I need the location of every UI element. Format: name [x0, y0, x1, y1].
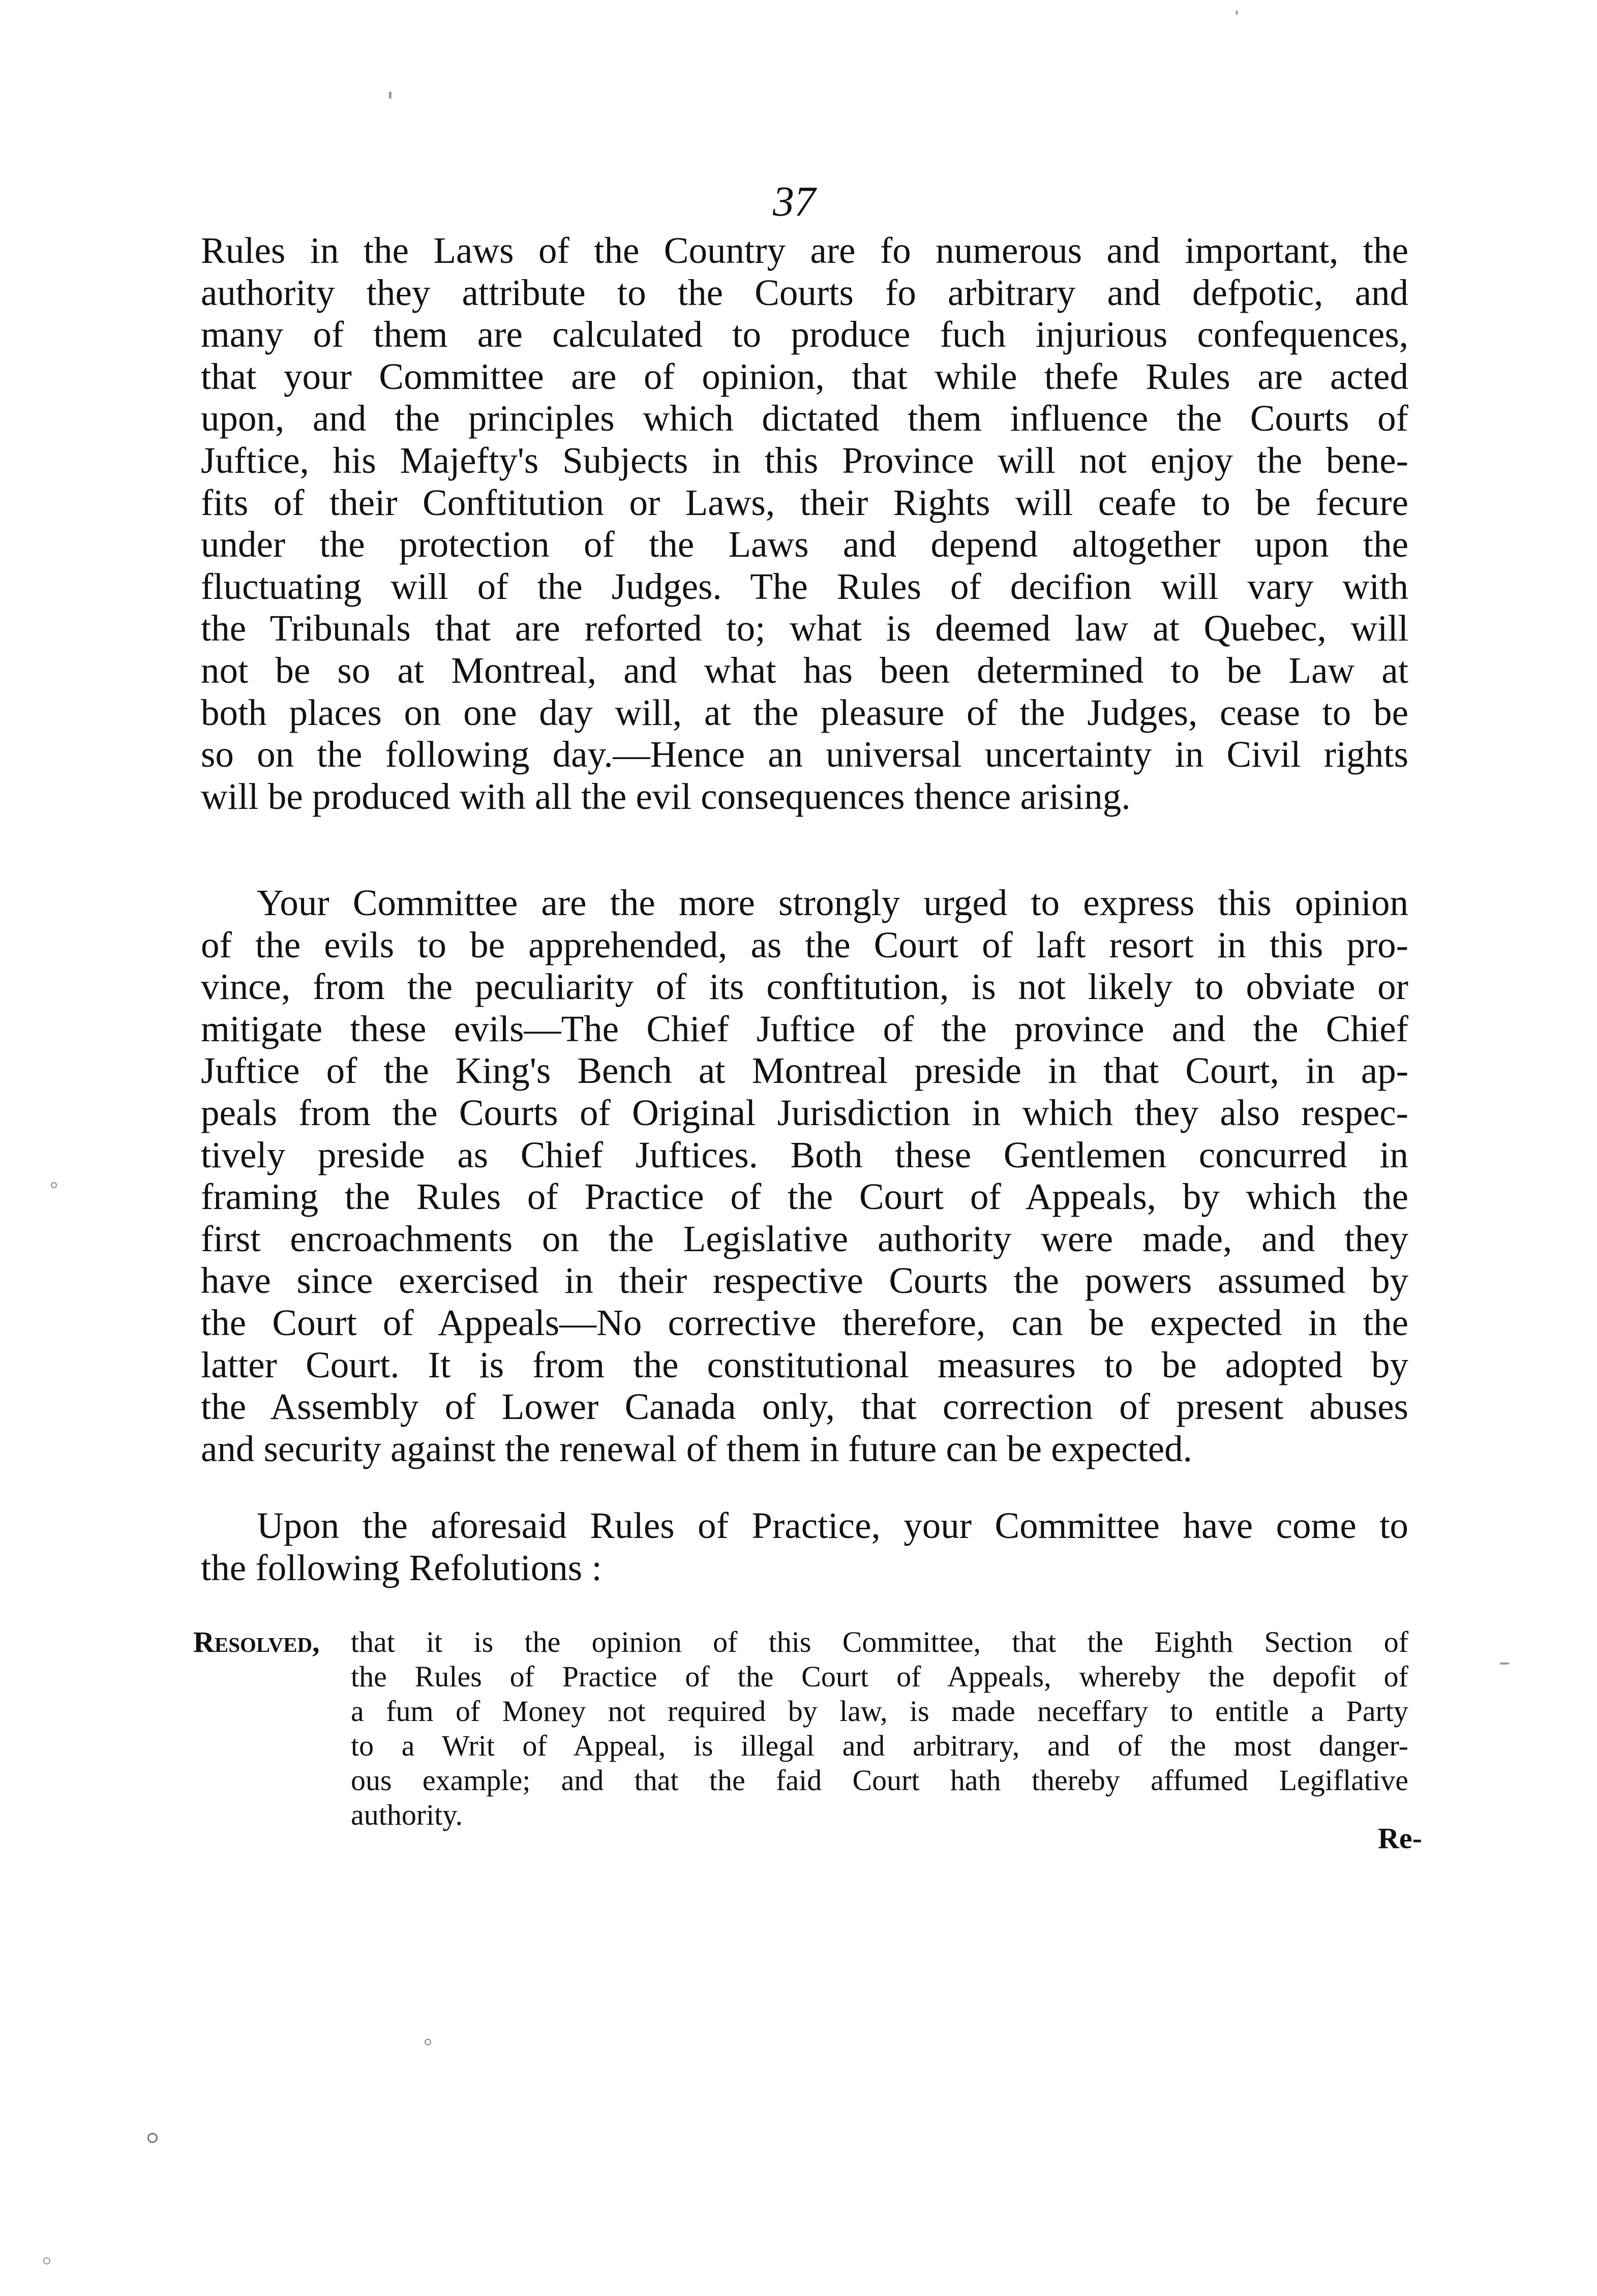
scan-speck [389, 92, 391, 99]
text-line: fluctuating will of the Judges. The Rules of decifion will vary with [201, 565, 1408, 607]
resolution-eighth-section [193, 1625, 1408, 1832]
scan-speck [1500, 1663, 1509, 1665]
text-line: Upon the aforesaid Rules of Practice, your Committee have come to [257, 1505, 1408, 1546]
paragraph-resolutions-intro [201, 1505, 1408, 1589]
text-line: Juftice, his Majefty's Subjects in this Province will not enjoy the bene- [201, 439, 1408, 481]
text-line: Juftice of the King's Bench at Montreal preside in that Court, in ap- [201, 1050, 1408, 1092]
resolution-first-line [193, 1625, 1408, 1659]
text-line: authority. [351, 1798, 463, 1831]
page-number: 37 [773, 178, 816, 225]
paragraph-court-of-last-resort [201, 882, 1408, 1470]
text-line: ous example; and that the faid Court hath thereby affumed Legiflative [351, 1764, 1408, 1797]
text-line: authority they attribute to the Courts fo arbitrary and defpotic, and [201, 271, 1408, 313]
text-line: mitigate these evils—The Chief Juftice of the province and the Chief [201, 1008, 1408, 1049]
text-line: not be so at Montreal, and what has been determined to be Law at [201, 649, 1408, 691]
text-line: to a Writ of Appeal, is illegal and arbitrary, and of the most danger- [351, 1729, 1408, 1762]
scan-speck [147, 2133, 158, 2143]
text-line: the Assembly of Lower Canada only, that correction of present abuses [201, 1386, 1408, 1428]
text-line: will be produced with all the evil consequences thence arising. [201, 775, 1131, 817]
text-line: tively preside as Chief Juftices. Both these Gentlemen concurred in [201, 1134, 1408, 1175]
text-line: so on the following day.—Hence an universal uncertainty in Civil rights [201, 734, 1408, 775]
scan-speck [43, 2257, 50, 2264]
scan-speck [1236, 10, 1238, 15]
text-line: that it is the opinion of this Committee, that the Eighth Section of [350, 1625, 1409, 1658]
text-line: many of them are calculated to produce fuch injurious confequences, [201, 314, 1408, 355]
resolved-lead: Resolved, [193, 1625, 320, 1658]
text-line: have since exercised in their respective Courts the powers assumed by [201, 1260, 1408, 1302]
text-line: framing the Rules of Practice of the Court of Appeals, by which the [201, 1176, 1408, 1218]
text-line: fits of their Conftitution or Laws, their Rights will ceafe to be fecure [201, 481, 1408, 523]
text-line: first encroachments on the Legislative authority were made, and they [201, 1218, 1408, 1259]
text-line: the following Refolutions : [201, 1547, 602, 1588]
text-line: Rules in the Laws of the Country are fo numerous and important, the [201, 230, 1408, 271]
catchword: Re- [1378, 1822, 1422, 1855]
text-line: and security against the renewal of them in future can be expected. [201, 1428, 1192, 1469]
paragraph-rules-of-decision [201, 230, 1408, 818]
text-line: that your Committee are of opinion, that while thefe Rules are acted [201, 355, 1408, 397]
text-line: upon, and the principles which dictated them influence the Courts of [201, 398, 1408, 439]
text-line: vince, from the peculiarity of its conftitution, is not likely to obviate or [201, 966, 1408, 1008]
text-line: the Rules of Practice of the Court of Appeals, whereby the depofit of [351, 1660, 1408, 1693]
text-line: Your Committee are the more strongly urged to express this opinion [257, 882, 1408, 923]
scan-speck [425, 2039, 431, 2045]
text-line: the Tribunals that are reforted to; what is deemed law at Quebec, will [201, 608, 1408, 649]
text-line: of the evils to be apprehended, as the Court of laft resort in this pro- [201, 924, 1408, 965]
scan-speck [51, 1182, 57, 1188]
text-line: the Court of Appeals—No corrective therefore, can be expected in the [201, 1302, 1408, 1343]
text-line: both places on one day will, at the pleasure of the Judges, cease to be [201, 691, 1408, 733]
text-line: a fum of Money not required by law, is made neceffary to entitle a Party [351, 1695, 1408, 1728]
text-line: under the protection of the Laws and depend altogether upon the [201, 524, 1408, 565]
text-line: peals from the Courts of Original Jurisdiction in which they also respec- [201, 1092, 1408, 1133]
text-line: latter Court. It is from the constitutional measures to be adopted by [201, 1344, 1408, 1385]
